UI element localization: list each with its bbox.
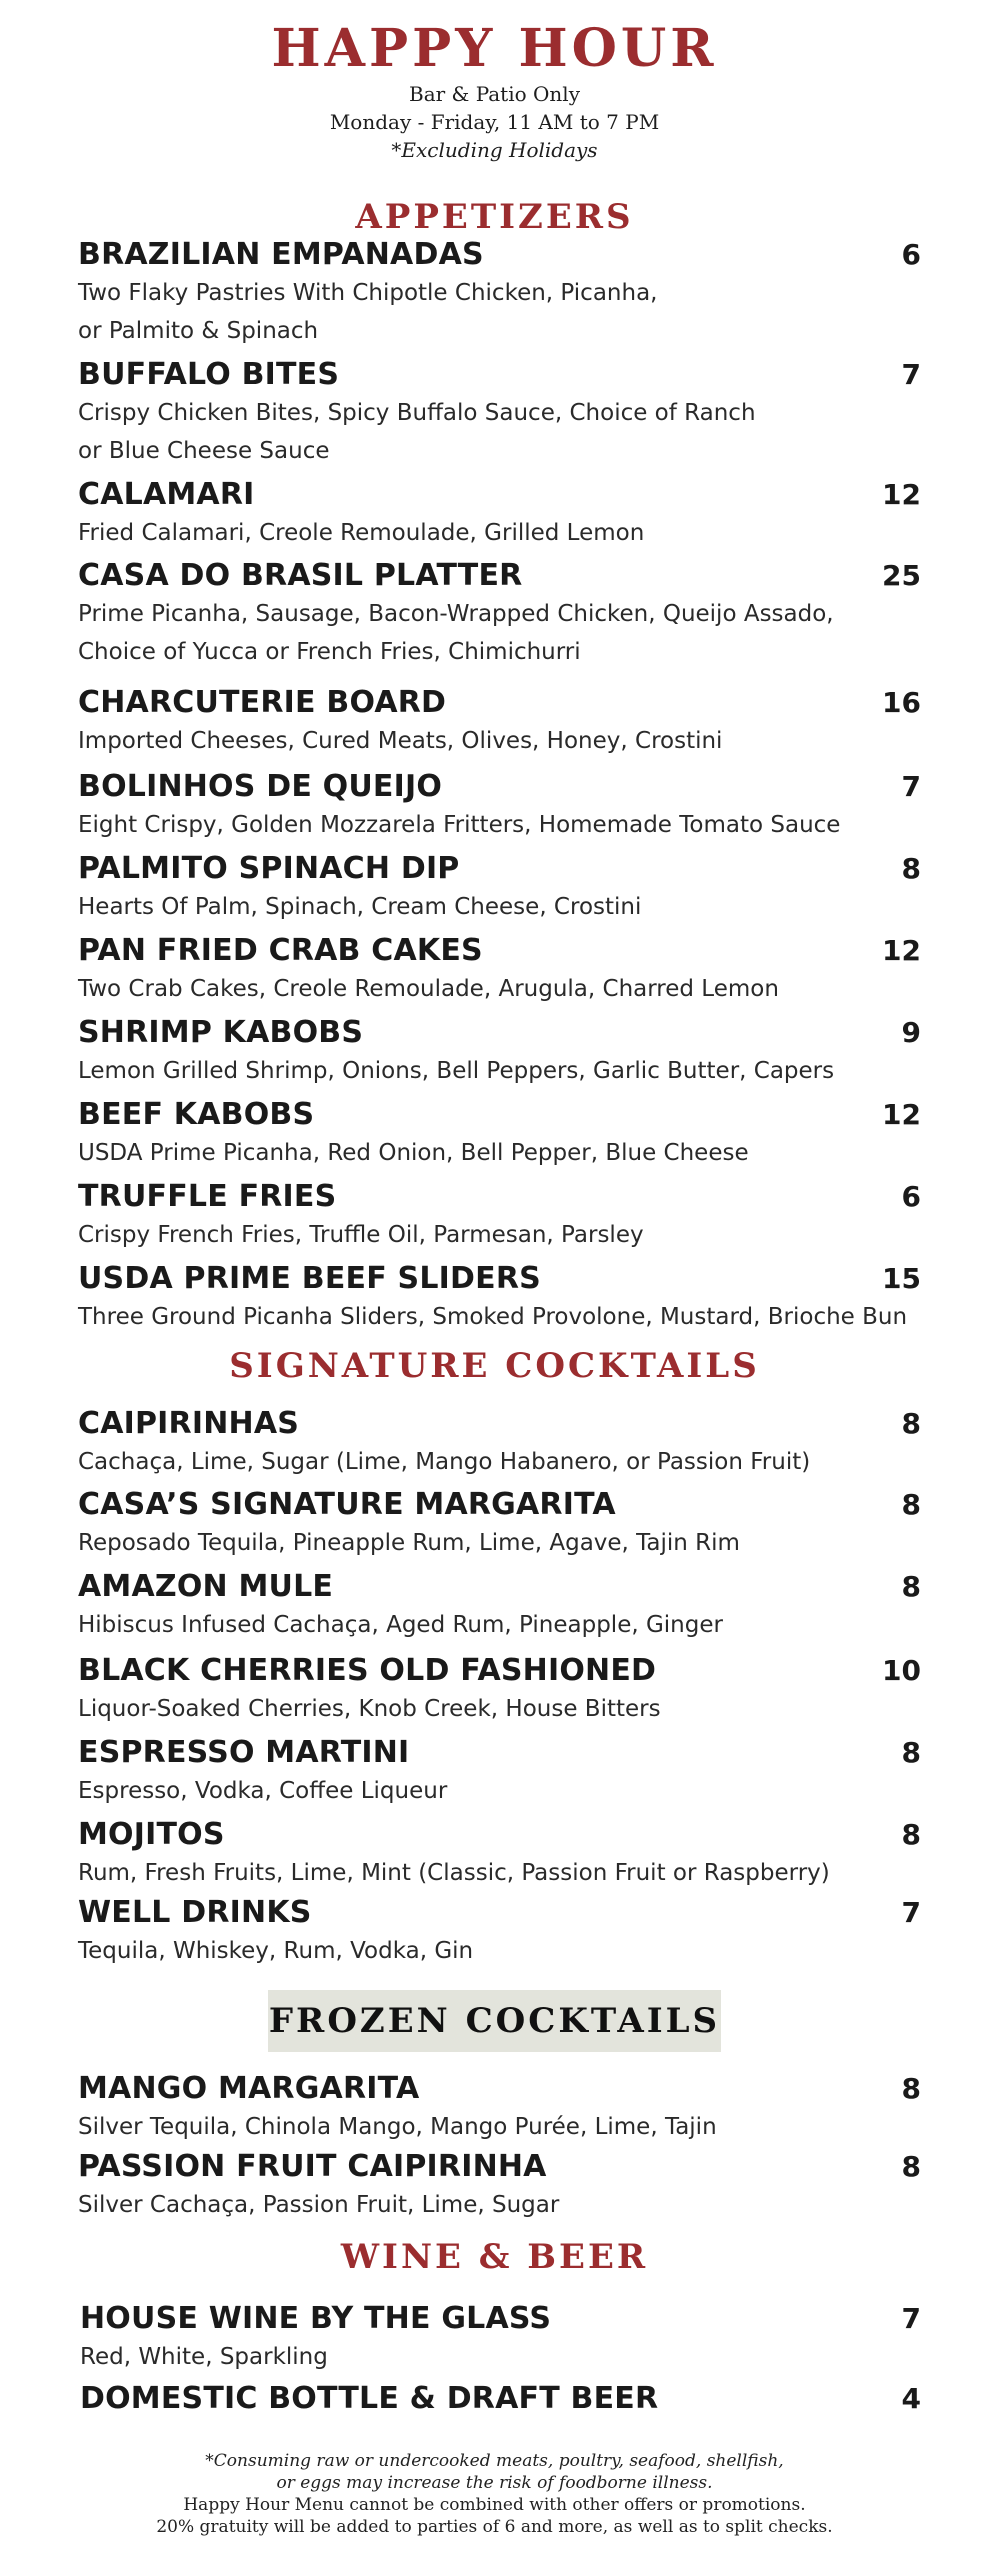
section-title-appetizers: APPETIZERS (355, 197, 634, 237)
item-name: PAN FRIED CRAB CAKES (78, 933, 483, 968)
item-price: 8 (901, 1488, 921, 1521)
item-description: Hearts Of Palm, Spinach, Cream Cheese, Crostini (78, 894, 642, 920)
gratuity-notice: 20% gratuity will be added to parties of 6 and more, as well as to split checks. (156, 2517, 833, 2537)
item-name: BEEF KABOBS (78, 1097, 315, 1132)
item-description: Cachaça, Lime, Sugar (Lime, Mango Habanero, or Passion Fruit) (78, 1449, 811, 1475)
item-price: 8 (901, 2072, 921, 2105)
item-price: 6 (901, 238, 921, 271)
item-price: 8 (901, 1818, 921, 1851)
menu-item (78, 1260, 921, 1336)
menu-item (78, 1652, 921, 1728)
item-price: 8 (901, 2150, 921, 2183)
menu-item (78, 236, 921, 350)
menu-item (78, 850, 921, 926)
food-safety-notice-cont: or eggs may increase the risk of foodborne illness. (276, 2473, 713, 2493)
item-description: Prime Picanha, Sausage, Bacon-Wrapped Chicken, Queijo Assado, Choice of Yucca or French Fries, Chimichurri (78, 601, 834, 665)
food-safety-notice: *Consuming raw or undercooked meats, poultry, seafood, shellfish, (205, 2451, 784, 2471)
item-name: MANGO MARGARITA (78, 2071, 420, 2106)
menu-item (78, 476, 921, 552)
item-price: 6 (901, 1180, 921, 1213)
menu-item (78, 684, 921, 760)
item-description: Crispy French Fries, Truffle Oil, Parmesan, Parsley (78, 1222, 644, 1248)
item-price: 8 (901, 852, 921, 885)
item-description: Hibiscus Infused Cachaça, Aged Rum, Pineapple, Ginger (78, 1612, 723, 1638)
item-description: Espresso, Vodka, Coffee Liqueur (78, 1778, 448, 1804)
item-price: 8 (901, 1407, 921, 1440)
item-name: PASSION FRUIT CAIPIRINHA (78, 2149, 547, 2184)
item-name: WELL DRINKS (78, 1895, 312, 1930)
menu-item (80, 2300, 921, 2376)
section-title-frozen-cocktails: FROZEN COCKTAILS (268, 1990, 721, 2052)
item-name: CALAMARI (78, 477, 255, 512)
item-name: ESPRESSO MARTINI (78, 1735, 410, 1770)
item-price: 16 (882, 686, 921, 719)
item-price: 25 (882, 559, 921, 592)
menu-item (78, 1894, 921, 1970)
menu-item (78, 557, 921, 671)
item-name: AMAZON MULE (78, 1569, 334, 1604)
menu-item (78, 356, 921, 470)
menu-footer (0, 2450, 989, 2538)
item-price: 4 (901, 2382, 921, 2415)
item-description: Eight Crispy, Golden Mozzarela Fritters, Homemade Tomato Sauce (78, 812, 841, 838)
item-name: PALMITO SPINACH DIP (78, 851, 460, 886)
item-description: Rum, Fresh Fruits, Lime, Mint (Classic, Passion Fruit or Raspberry) (78, 1860, 830, 1886)
item-description: USDA Prime Picanha, Red Onion, Bell Pepper, Blue Cheese (78, 1140, 749, 1166)
item-description: Reposado Tequila, Pineapple Rum, Lime, Agave, Tajin Rim (78, 1530, 740, 1556)
item-price: 15 (882, 1262, 921, 1295)
item-price: 9 (901, 1016, 921, 1049)
item-name: SHRIMP KABOBS (78, 1015, 364, 1050)
item-description: Three Ground Picanha Sliders, Smoked Provolone, Mustard, Brioche Bun (78, 1304, 908, 1330)
item-name: CHARCUTERIE BOARD (78, 685, 447, 720)
item-name: CAIPIRINHAS (78, 1406, 300, 1441)
menu-item (78, 1734, 921, 1810)
menu-item (78, 1405, 921, 1481)
item-description: Liquor-Soaked Cherries, Knob Creek, House Bitters (78, 1696, 661, 1722)
item-price: 12 (882, 934, 921, 967)
location-note: Bar & Patio Only (409, 82, 580, 106)
menu-item (78, 1568, 921, 1644)
section-title-wine-beer: WINE & BEER (340, 2237, 649, 2277)
menu-item (78, 2070, 921, 2146)
item-name: DOMESTIC BOTTLE & DRAFT BEER (80, 2381, 659, 2416)
item-description: Imported Cheeses, Cured Meats, Olives, Honey, Crostini (78, 728, 723, 754)
item-price: 12 (882, 478, 921, 511)
item-name: TRUFFLE FRIES (78, 1179, 337, 1214)
item-price: 10 (882, 1654, 921, 1687)
item-description: Silver Cachaça, Passion Fruit, Lime, Sugar (78, 2192, 560, 2218)
item-description: Lemon Grilled Shrimp, Onions, Bell Peppers, Garlic Butter, Capers (78, 1058, 835, 1084)
item-description: Red, White, Sparkling (80, 2344, 328, 2370)
item-name: CASA DO BRASIL PLATTER (78, 558, 523, 593)
item-name: MOJITOS (78, 1817, 225, 1852)
menu-title: HAPPY HOUR (271, 18, 718, 79)
item-name: CASA’S SIGNATURE MARGARITA (78, 1487, 616, 1522)
item-name: BRAZILIAN EMPANADAS (78, 237, 484, 272)
menu-item (78, 932, 921, 1008)
item-price: 8 (901, 1736, 921, 1769)
menu-header (0, 18, 989, 164)
item-price: 7 (901, 770, 921, 803)
item-price: 7 (901, 1896, 921, 1929)
menu-item (78, 1096, 921, 1172)
item-price: 7 (901, 358, 921, 391)
holiday-note: *Excluding Holidays (391, 138, 598, 162)
item-description: Two Crab Cakes, Creole Remoulade, Arugula, Charred Lemon (78, 976, 779, 1002)
item-name: USDA PRIME BEEF SLIDERS (78, 1261, 541, 1296)
item-description: Two Flaky Pastries With Chipotle Chicken, Picanha, or Palmito & Spinach (78, 280, 658, 344)
menu-item (80, 2380, 921, 2418)
item-name: HOUSE WINE BY THE GLASS (80, 2301, 552, 2336)
item-description: Crispy Chicken Bites, Spicy Buffalo Sauce, Choice of Ranch or Blue Cheese Sauce (78, 400, 756, 464)
item-name: BUFFALO BITES (78, 357, 340, 392)
menu-item (78, 2148, 921, 2224)
item-description: Silver Tequila, Chinola Mango, Mango Purée, Lime, Tajin (78, 2114, 717, 2140)
item-price: 7 (901, 2302, 921, 2335)
menu-item (78, 1014, 921, 1090)
menu-item (78, 1816, 921, 1892)
item-name: BOLINHOS DE QUEIJO (78, 769, 443, 804)
item-price: 8 (901, 1570, 921, 1603)
hours-note: Monday - Friday, 11 AM to 7 PM (329, 110, 660, 134)
menu-item (78, 1178, 921, 1254)
menu-item (78, 1486, 921, 1562)
item-name: BLACK CHERRIES OLD FASHIONED (78, 1653, 657, 1688)
menu-item (78, 768, 921, 844)
item-description: Fried Calamari, Creole Remoulade, Grilled Lemon (78, 520, 645, 546)
item-description: Tequila, Whiskey, Rum, Vodka, Gin (78, 1938, 474, 1964)
promotion-notice: Happy Hour Menu cannot be combined with other offers or promotions. (183, 2495, 806, 2515)
item-price: 12 (882, 1098, 921, 1131)
section-title-signature-cocktails: SIGNATURE COCKTAILS (229, 1346, 760, 1386)
